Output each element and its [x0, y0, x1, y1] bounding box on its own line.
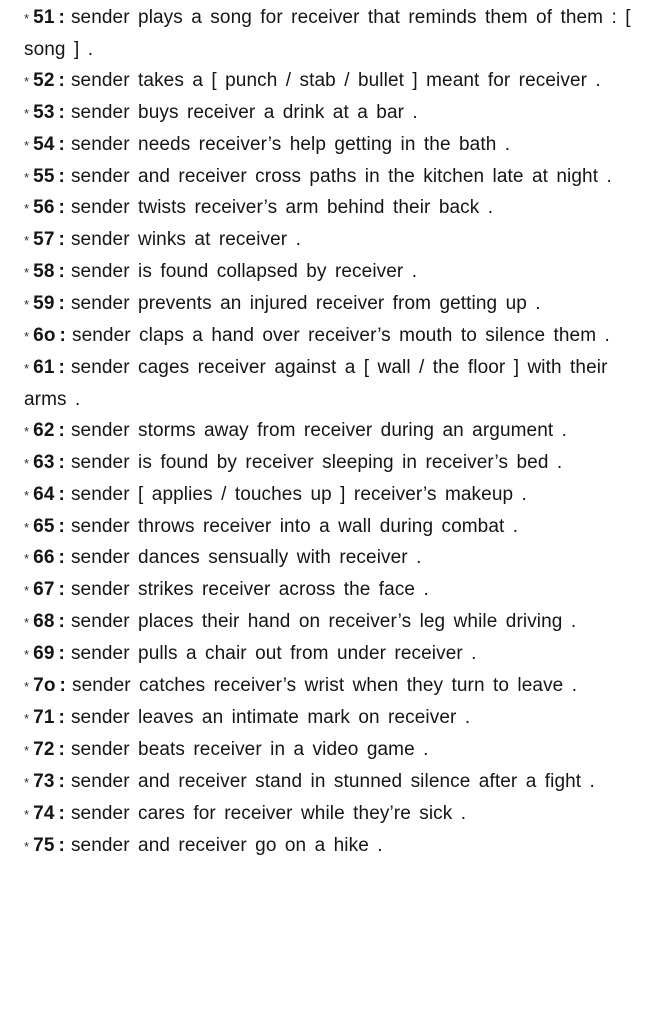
- item-number: 65: [33, 515, 55, 537]
- list-item: [24, 799, 646, 831]
- asterisk-bullet-icon: *: [24, 647, 30, 663]
- item-number: 6o: [33, 325, 56, 347]
- item-separator: :: [58, 133, 65, 155]
- item-separator: :: [58, 451, 65, 473]
- list-item: [24, 543, 646, 575]
- list-item: [24, 416, 646, 448]
- item-number: 56: [33, 197, 55, 219]
- list-item: [24, 66, 646, 98]
- asterisk-bullet-icon: *: [24, 455, 30, 471]
- item-separator: :: [58, 419, 65, 441]
- item-text: sender needs receiver’s help getting in the bath .: [70, 133, 511, 155]
- item-text: sender prevents an injured receiver from getting up .: [70, 293, 541, 315]
- item-text: sender takes a [ punch / stab / bullet ] meant for receiver .: [70, 69, 601, 91]
- item-separator: :: [58, 101, 65, 123]
- item-separator: :: [58, 7, 65, 28]
- item-separator: :: [58, 483, 65, 505]
- item-separator: :: [58, 770, 65, 792]
- list-item: [24, 321, 646, 353]
- item-text: sender dances sensually with receiver .: [70, 547, 422, 569]
- list-item: [24, 289, 646, 321]
- item-text: sender and receiver stand in stunned silence after a fight .: [70, 770, 595, 792]
- item-number: 71: [33, 706, 55, 728]
- item-number: 54: [33, 133, 55, 155]
- item-separator: :: [59, 675, 66, 697]
- item-number: 57: [33, 229, 55, 251]
- item-separator: :: [58, 197, 65, 219]
- item-number: 74: [33, 802, 55, 824]
- list-item: [24, 831, 646, 863]
- list-item: [24, 639, 646, 671]
- item-text: sender buys receiver a drink at a bar .: [70, 101, 418, 123]
- list-item: [24, 735, 646, 767]
- list-item: [24, 130, 646, 162]
- item-number: 73: [33, 770, 55, 792]
- asterisk-bullet-icon: *: [24, 487, 30, 503]
- item-number: 53: [33, 101, 55, 123]
- item-text: sender claps a hand over receiver’s mouth to silence them .: [71, 325, 610, 347]
- asterisk-bullet-icon: *: [24, 519, 30, 535]
- item-separator: :: [58, 229, 65, 251]
- list-item: [24, 703, 646, 735]
- list-item: [24, 3, 646, 66]
- item-text: sender cages receiver against a [ wall / the floor ] with their arms .: [24, 356, 608, 410]
- asterisk-bullet-icon: *: [24, 11, 30, 26]
- list-item: [24, 767, 646, 799]
- asterisk-bullet-icon: *: [24, 742, 30, 758]
- asterisk-bullet-icon: *: [24, 360, 30, 376]
- item-separator: :: [59, 325, 66, 347]
- asterisk-bullet-icon: *: [24, 710, 30, 726]
- item-text: sender leaves an intimate mark on receiver .: [70, 706, 471, 728]
- asterisk-bullet-icon: *: [24, 551, 30, 567]
- asterisk-bullet-icon: *: [24, 73, 30, 89]
- item-number: 68: [33, 611, 55, 633]
- item-separator: :: [58, 165, 65, 187]
- asterisk-bullet-icon: *: [24, 423, 30, 439]
- item-separator: :: [58, 356, 65, 378]
- item-text: sender places their hand on receiver’s leg while driving .: [70, 611, 577, 633]
- list-item: [24, 98, 646, 130]
- item-number: 59: [33, 293, 55, 315]
- list-item: [24, 225, 646, 257]
- asterisk-bullet-icon: *: [24, 169, 30, 185]
- item-text: sender storms away from receiver during an argument .: [70, 419, 568, 441]
- item-number: 58: [33, 261, 55, 283]
- asterisk-bullet-icon: *: [24, 105, 30, 121]
- asterisk-bullet-icon: *: [24, 233, 30, 249]
- item-number: 63: [33, 451, 55, 473]
- item-separator: :: [58, 293, 65, 315]
- item-number: 64: [33, 483, 55, 505]
- asterisk-bullet-icon: *: [24, 679, 30, 695]
- list-item: [24, 575, 646, 607]
- item-number: 66: [33, 547, 55, 569]
- item-text: sender winks at receiver .: [70, 229, 301, 251]
- item-separator: :: [58, 69, 65, 91]
- item-text: sender strikes receiver across the face .: [70, 579, 429, 601]
- list-item: [24, 193, 646, 225]
- item-separator: :: [58, 802, 65, 824]
- asterisk-bullet-icon: *: [24, 201, 30, 217]
- list-item: [24, 607, 646, 639]
- item-text: sender pulls a chair out from under receiver .: [70, 643, 477, 665]
- item-text: sender is found collapsed by receiver .: [70, 261, 418, 283]
- list-item: [24, 353, 646, 416]
- item-separator: :: [58, 515, 65, 537]
- list-item: [24, 162, 646, 194]
- asterisk-bullet-icon: *: [24, 774, 30, 790]
- item-number: 69: [33, 643, 55, 665]
- item-text: sender twists receiver’s arm behind their back .: [70, 197, 494, 219]
- item-separator: :: [58, 834, 65, 856]
- asterisk-bullet-icon: *: [24, 838, 30, 854]
- item-number: 52: [33, 69, 55, 91]
- item-separator: :: [58, 706, 65, 728]
- item-text: sender is found by receiver sleeping in receiver’s bed .: [70, 451, 563, 473]
- item-text: sender beats receiver in a video game .: [70, 738, 429, 760]
- item-text: sender [ applies / touches up ] receiver’s makeup .: [70, 483, 527, 505]
- list-item: [24, 257, 646, 289]
- item-number: 7o: [33, 675, 56, 697]
- asterisk-bullet-icon: *: [24, 615, 30, 631]
- item-number: 67: [33, 579, 55, 601]
- item-separator: :: [58, 611, 65, 633]
- list-item: [24, 671, 646, 703]
- asterisk-bullet-icon: *: [24, 137, 30, 153]
- item-text: sender throws receiver into a wall during combat .: [70, 515, 519, 537]
- item-number: 51: [33, 7, 55, 28]
- item-separator: :: [58, 738, 65, 760]
- list-item: [24, 480, 646, 512]
- item-number: 72: [33, 738, 55, 760]
- list-item: [24, 448, 646, 480]
- item-separator: :: [58, 547, 65, 569]
- item-separator: :: [58, 261, 65, 283]
- asterisk-bullet-icon: *: [24, 329, 30, 345]
- item-text: sender and receiver go on a hike .: [70, 834, 383, 856]
- item-text: sender and receiver cross paths in the kitchen late at night .: [70, 165, 612, 187]
- item-separator: :: [58, 643, 65, 665]
- asterisk-bullet-icon: *: [24, 583, 30, 599]
- item-separator: :: [58, 579, 65, 601]
- item-number: 75: [33, 834, 55, 856]
- asterisk-bullet-icon: *: [24, 297, 30, 313]
- item-text: sender plays a song for receiver that reminds them of them : [ song ] .: [24, 7, 631, 60]
- asterisk-bullet-icon: *: [24, 265, 30, 281]
- item-text: sender catches receiver’s wrist when they turn to leave .: [71, 675, 578, 697]
- asterisk-bullet-icon: *: [24, 806, 30, 822]
- list-item: [24, 512, 646, 544]
- item-number: 62: [33, 419, 55, 441]
- item-number: 55: [33, 165, 55, 187]
- item-number: 61: [33, 356, 55, 378]
- item-text: sender cares for receiver while they’re sick .: [70, 802, 467, 824]
